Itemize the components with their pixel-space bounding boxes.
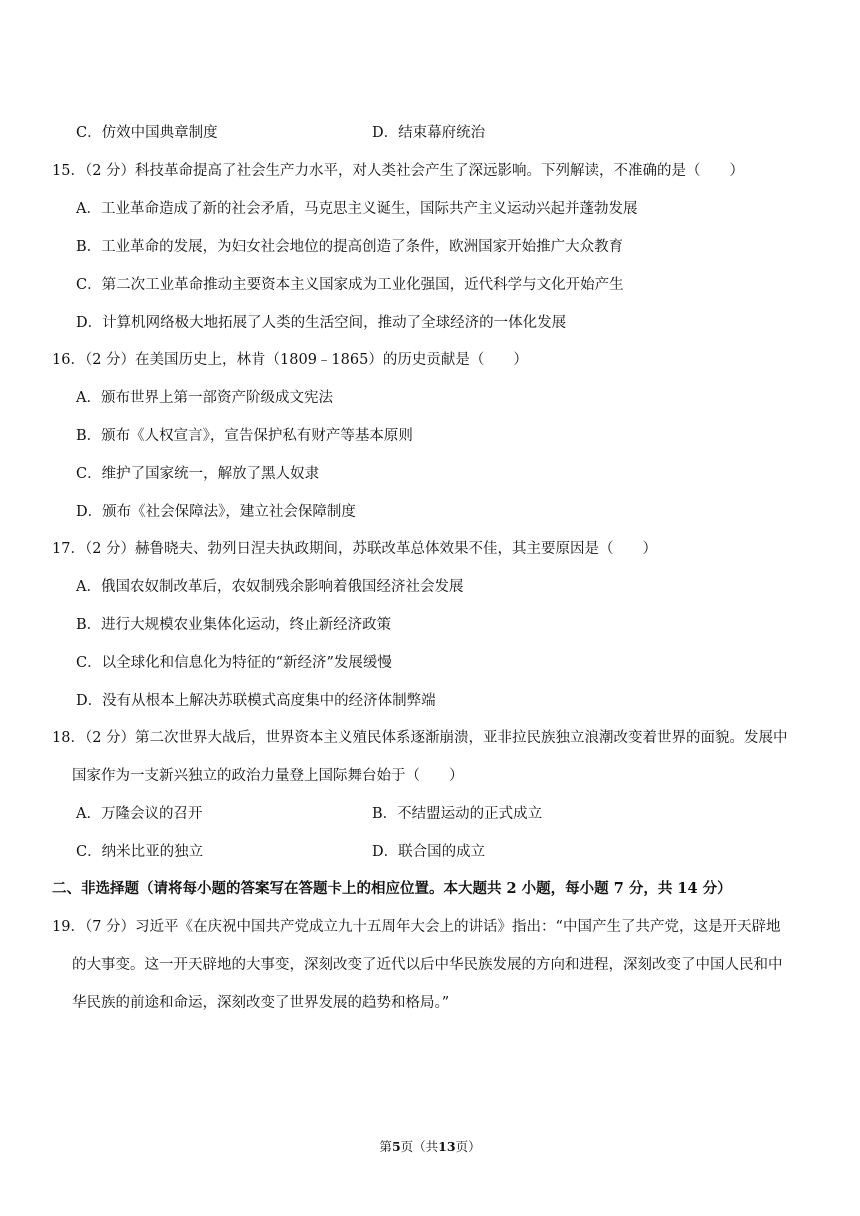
q16-option-c: C．维护了国家统一，解放了黑人奴隶	[76, 466, 320, 482]
q19-line1: 19．（7 分）习近平《在庆祝中国共产党成立九十五周年大会上的讲话》指出：“中国产生了共产党，这是开天辟地	[52, 919, 781, 935]
q18-option-a: A．万隆会议的召开	[76, 806, 203, 822]
q18-stem-line1: 18．（2 分）第二次世界大战后，世界资本主义殖民体系逐渐崩溃，亚非拉民族独立浪潮改变着世界的面貌。发展中	[52, 730, 788, 746]
q19-line2: 的大事变。这一开天辟地的大事变，深刻改变了近代以后中华民族发展的方向和进程，深刻改变了中国人民和中	[72, 957, 783, 973]
page-footer	[0, 1138, 860, 1156]
q19-line3: 华民族的前途和命运，深刻改变了世界发展的趋势和格局。”	[72, 995, 450, 1011]
q15-option-c: C．第二次工业革命推动主要资本主义国家成为工业化强国，近代科学与文化开始产生	[76, 277, 624, 293]
q18-option-d: D．联合国的成立	[372, 844, 486, 860]
q15-option-b: B．工业革命的发展，为妇女社会地位的提高创造了条件，欧洲国家开始推广大众教育	[76, 239, 624, 255]
footer-total-pages: 13	[438, 1139, 456, 1154]
section-heading: 二、非选择题（请将每小题的答案写在答题卡上的相应位置。本大题共 2 小题，每小题 7 分，共 14 分）	[52, 880, 732, 897]
q14-option-d: D．结束幕府统治	[372, 125, 486, 141]
q16-option-d: D．颁布《社会保障法》，建立社会保障制度	[76, 504, 356, 520]
q17-option-d: D．没有从根本上解决苏联模式高度集中的经济体制弊端	[76, 693, 436, 709]
q17-option-c: C．以全球化和信息化为特征的“新经济”发展缓慢	[76, 655, 392, 671]
footer-prefix: 第	[379, 1139, 392, 1154]
q17-stem: 17．（2 分）赫鲁晓夫、勃列日涅夫执政期间，苏联改革总体效果不佳，其主要原因是（ ）	[52, 541, 658, 557]
footer-middle: 页（共	[400, 1139, 439, 1154]
footer-page-number: 5	[391, 1139, 401, 1154]
q17-option-a: A．俄国农奴制改革后，农奴制残余影响着俄国经济社会发展	[76, 579, 464, 595]
q18-stem-line2: 国家作为一支新兴独立的政治力量登上国际舞台始于（ ）	[72, 768, 464, 784]
q16-stem: 16．（2 分）在美国历史上，林肯（1809﹣1865）的历史贡献是（ ）	[52, 352, 528, 368]
q15-option-d: D．计算机网络极大地拓展了人类的生活空间，推动了全球经济的一体化发展	[76, 315, 567, 331]
q18-option-b: B．不结盟运动的正式成立	[372, 806, 543, 822]
q14-option-c: C．仿效中国典章制度	[76, 125, 218, 141]
q16-option-a: A．颁布世界上第一部资产阶级成文宪法	[76, 390, 333, 406]
q18-option-c: C．纳米比亚的独立	[76, 844, 204, 860]
q17-option-b: B．进行大规模农业集体化运动，终止新经济政策	[76, 617, 392, 633]
footer-suffix: 页）	[455, 1139, 481, 1154]
q16-option-b: B．颁布《人权宣言》，宣告保护私有财产等基本原则	[76, 428, 413, 444]
q15-option-a: A．工业革命造成了新的社会矛盾，马克思主义诞生，国际共产主义运动兴起并蓬勃发展	[76, 201, 638, 217]
q15-stem: 15．（2 分）科技革命提高了社会生产力水平，对人类社会产生了深远影响。下列解读，不准确的是（ ）	[52, 163, 745, 179]
